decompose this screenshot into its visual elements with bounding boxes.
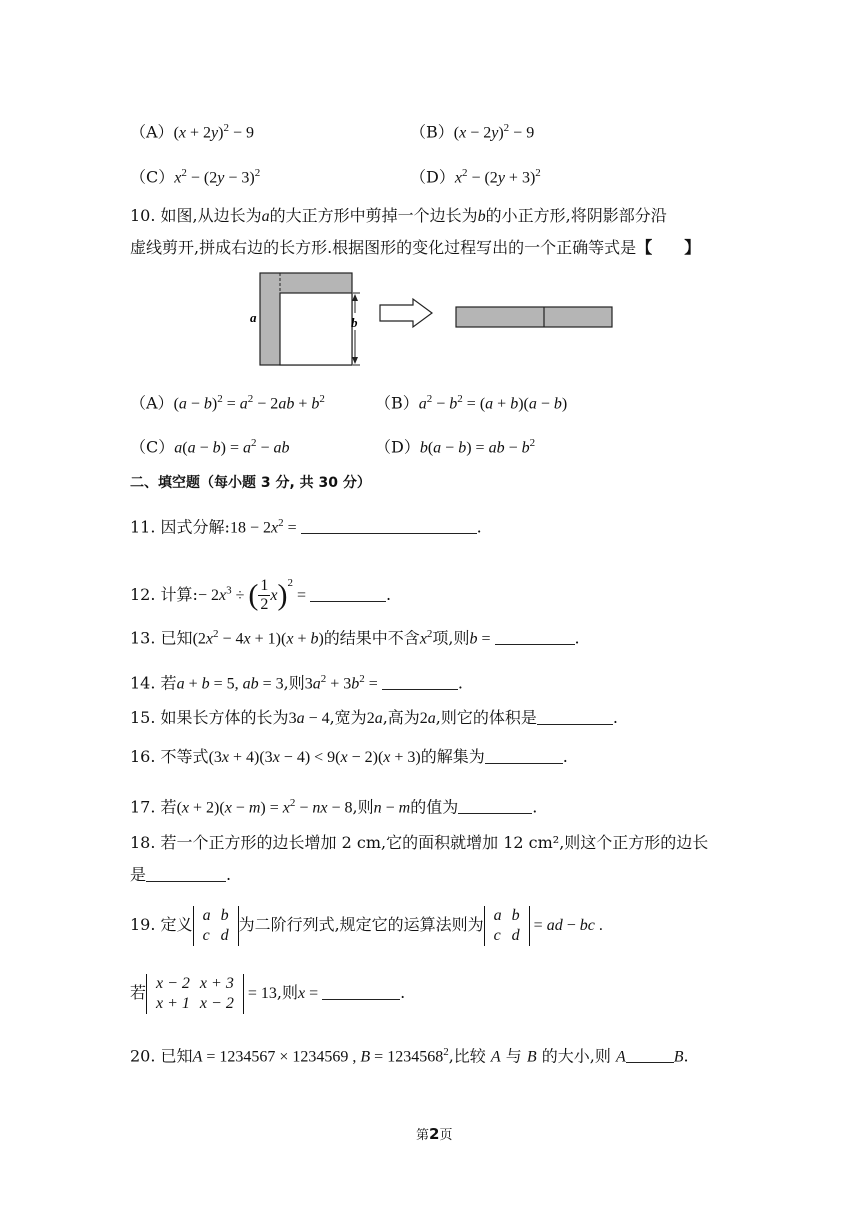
determinant: a b c d xyxy=(193,906,239,946)
q10-option-d: （D）b(a − b) = ab − $b^2$ xyxy=(375,437,536,457)
q20: 20. 已知A = 1234567 × 1234569 , $B = 1234568^2$,比较 A 与 B 的大小,则 A B. xyxy=(130,1046,689,1066)
fig-label-a: a xyxy=(250,310,257,325)
q19-line1: 19. 定义 a b c d 为二阶行列式,规定它的运算法则为 a b c d = ad − bc . xyxy=(130,906,603,944)
answer-blank[interactable] xyxy=(485,747,563,764)
q14: 14. 若a + b = 5, ab = 3,则$3a^2 + 3b^2$ = . xyxy=(130,673,463,693)
answer-bracket: 【 】 xyxy=(636,238,701,257)
q10-line2: 虚线剪开,拼成右边的长方形.根据图形的变化过程写出的一个正确等式是【 】 xyxy=(130,238,701,257)
q9-option-d: $(D)x^2 - (2y + 3)^2$ xyxy=(410,167,541,187)
answer-blank[interactable] xyxy=(146,865,226,882)
answer-blank[interactable] xyxy=(301,517,477,534)
answer-blank[interactable] xyxy=(537,708,613,725)
determinant: a b c d xyxy=(484,906,530,946)
q9-option-c: $(C)x^2 - (2y - 3)^2$ xyxy=(130,167,261,187)
q13: 13. 已知$(2x^2 - 4x + 1)(x + b)$的结果中不含$x^2$项,则b = . xyxy=(130,628,580,648)
arrow-right-icon xyxy=(380,299,432,327)
q10-line1: 10. 如图,从边长为a的大正方形中剪掉一个边长为b的小正方形,将阴影部分沿 xyxy=(130,206,667,225)
q10-figure xyxy=(250,268,630,368)
section-title: 二、填空题（每小题 3 分, 共 30 分） xyxy=(130,475,371,491)
page-number: 第2页 xyxy=(416,1125,453,1143)
q9-option-a: $(A)(x + 2y)^2 - 9$ xyxy=(130,122,254,142)
answer-blank[interactable] xyxy=(458,797,532,814)
determinant: x − 2 x + 3 x + 1 x − 2 xyxy=(146,974,244,1014)
q10-option-c: $(C)a(a - b) = a^2$ − ab xyxy=(130,437,290,457)
fig-label-b: b xyxy=(351,315,358,330)
q11: 11. 因式分解:18 − $2x^2$ = . xyxy=(130,517,482,537)
answer-blank[interactable] xyxy=(626,1046,674,1063)
answer-blank[interactable] xyxy=(310,585,386,602)
q15: 15. 如果长方体的长为3a − 4,宽为2a,高为2a,则它的体积是 . xyxy=(130,708,618,727)
q19-line2: 若 x − 2 x + 3 x + 1 x − 2 = 13,则x = . xyxy=(130,974,406,1012)
q10-option-b: $(B)a^2 - b^2 = (a + b)(a - b)$ xyxy=(375,393,568,413)
rectangle-result xyxy=(456,307,612,327)
answer-blank[interactable] xyxy=(495,628,575,645)
q16: 16. 不等式(3x + 4)(3x − 4) < 9(x − 2)(x + 3)的解集为 . xyxy=(130,747,568,766)
answer-blank[interactable] xyxy=(382,673,458,690)
q18-line1: 18. 若一个正方形的边长增加 2 cm,它的面积就增加 12 cm²,则这个正方形的边长 xyxy=(130,833,709,852)
q9-option-b: $(B)(x - 2y)^2 - 9$ xyxy=(410,122,535,142)
answer-blank[interactable] xyxy=(322,983,400,1000)
q12: 12. 计算:− $2x^3$ ÷ ( $\frac{1}{2}$ x)$^2$ = . xyxy=(130,577,392,613)
q18-line2: 是 . xyxy=(130,865,232,884)
q17: 17. 若$(x + 2)(x - m) = x^2$ − nx − 8,则n − m的值为 . xyxy=(130,797,538,817)
q10-option-a: $(A)(a - b)^2 = a^2 - 2ab + b^2$ xyxy=(130,393,325,413)
small-square-cut xyxy=(280,293,352,365)
